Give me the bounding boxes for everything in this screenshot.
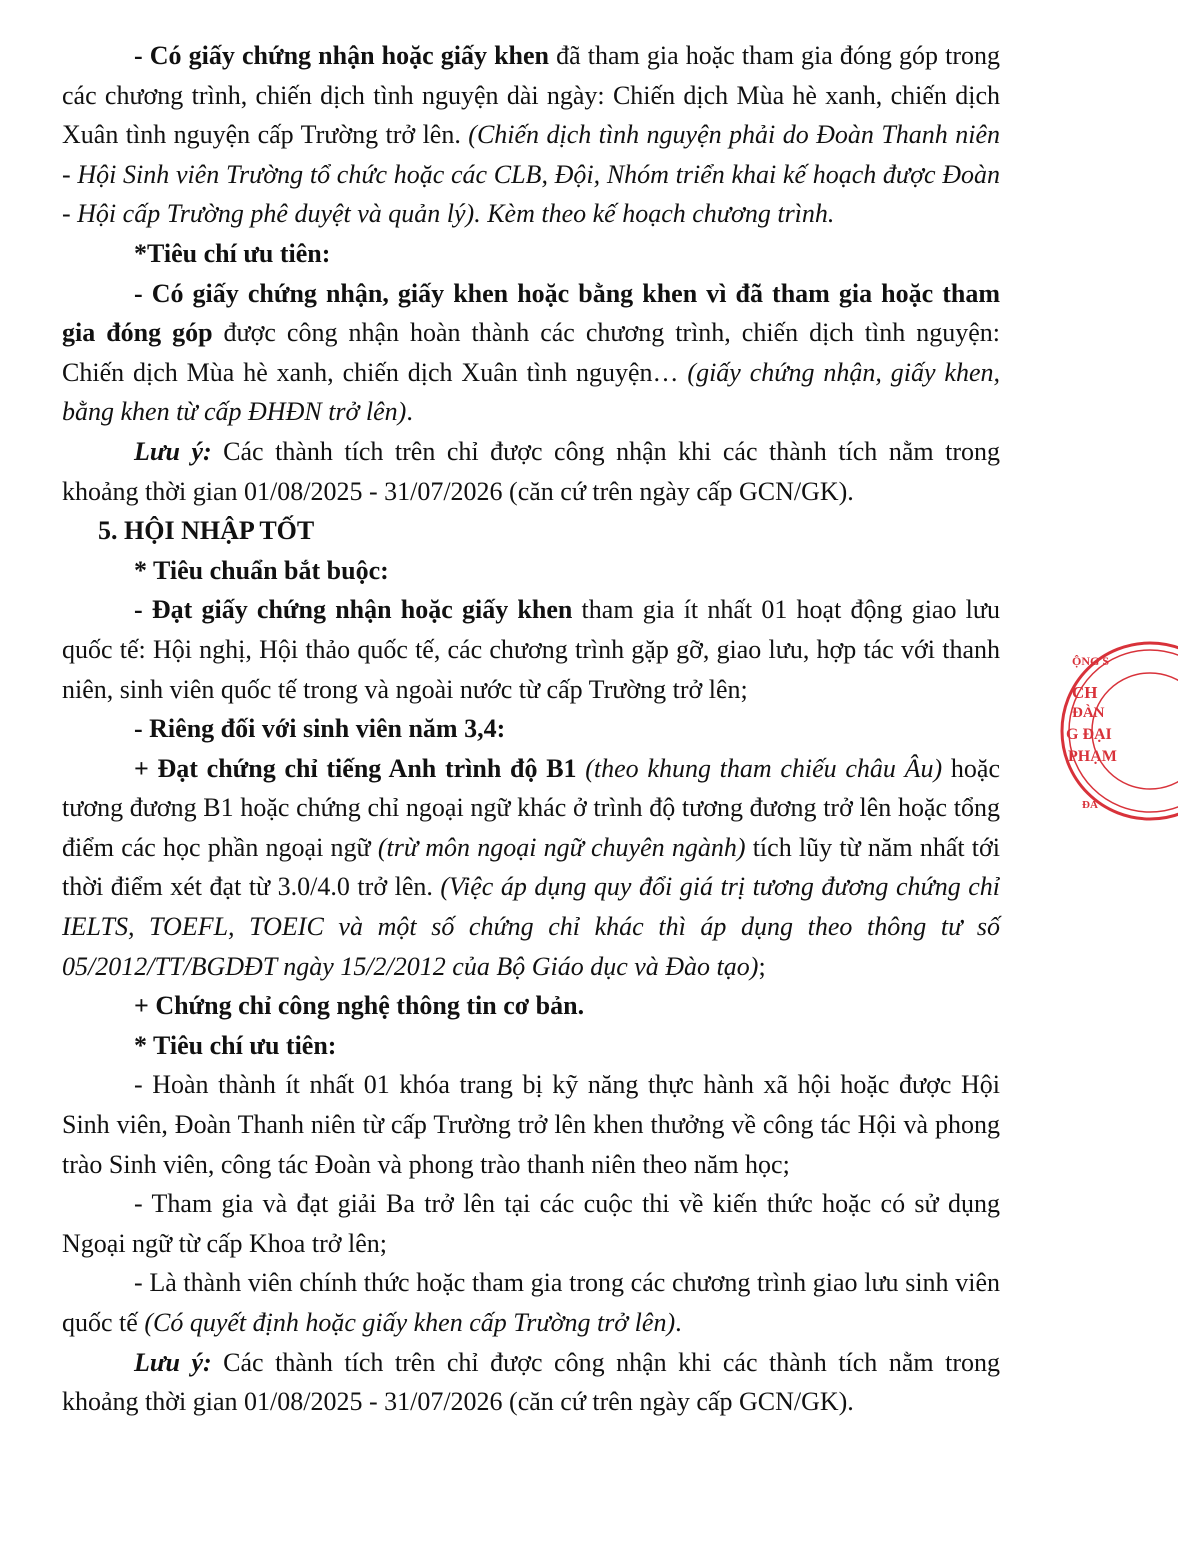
paragraph-language-contest: - Tham gia và đạt giải Ba trở lên tại các cuộc thi về kiến thức hoặc có sử dụng Ngoại ngữ từ cấp Khoa trở lên; xyxy=(62,1189,1000,1258)
official-stamp xyxy=(1058,636,1178,826)
body-text: được công nhận hoàn thành các chương trình, chiến dịch tình nguyện: Chiến dịch Mùa hè xanh, chiến dịch Xuân tình nguyện… xyxy=(62,318,1000,387)
italic-note: (Chiến dịch tình nguyện phải do Đoàn Thanh niên - Hội Sinh viên Trường tổ chức hoặc các CLB, Đội, Nhóm triển khai kế hoạch được Đoàn - Hội cấp Trường phê duyệt và quản lý). Kèm theo kế hoạch chương trình. xyxy=(62,120,1000,229)
bold-text: *Tiêu chí ưu tiên: xyxy=(134,238,331,268)
stamp-text: PHẠM xyxy=(1068,748,1117,765)
italic-note: (Có quyết định hoặc giấy khen cấp Trường trở lên) xyxy=(144,1308,676,1337)
note-label: Lưu ý: xyxy=(134,1347,212,1377)
stamp-text: CH xyxy=(1072,683,1098,702)
italic-note: (theo khung tham chiếu châu Âu) xyxy=(576,753,943,783)
paragraph-it-certificate xyxy=(62,986,1000,1026)
italic-note: (Việc áp dụng quy đổi giá trị tương đương chứng chỉ IELTS, TOEFL, TOEIC và một số chứng chỉ khác thì áp dụng theo thông tư số 05/2012/TT/BGDĐT ngày 15/2/2012 của Bộ Giáo dục và Đào tạo) xyxy=(62,872,1000,981)
stamp-text: ỘNG S xyxy=(1072,654,1110,668)
subheading-mandatory-criteria xyxy=(62,551,1000,591)
paragraph-skills-course: - Hoàn thành ít nhất 01 khóa trang bị kỹ năng thực hành xã hội hoặc được Hội Sinh viên, Đoàn Thanh niên từ cấp Trường trở lên khen thưởng về công tác Hội và phong trào Sinh viên, công tác Đoàn và phong trào thanh niên theo năm học; xyxy=(62,1070,1000,1179)
bold-text: * Tiêu chuẩn bắt buộc: xyxy=(134,555,389,585)
section-heading: 5. HỘI NHẬP TỐT xyxy=(98,516,315,546)
subheading-priority-criteria xyxy=(62,234,1000,274)
bold-text: - Có giấy chứng nhận, giấy khen hoặc bằng khen vì đã tham gia hoặc tham gia đóng góp xyxy=(62,278,1000,348)
subheading-priority-criteria-2 xyxy=(62,1026,1000,1066)
bold-text: * Tiêu chí ưu tiên: xyxy=(134,1030,337,1060)
bold-text: - Đạt giấy chứng nhận hoặc giấy khen xyxy=(134,595,573,625)
subheading-year-3-4 xyxy=(62,709,1000,749)
stamp-text: ĐÀN xyxy=(1072,705,1105,721)
paragraph-english-certificate xyxy=(62,749,1000,987)
bold-text: - Riêng đối với sinh viên năm 3,4: xyxy=(134,714,506,744)
paragraph-international-exchange xyxy=(62,590,1000,709)
paragraph-priority-certificate xyxy=(62,274,1000,432)
body-text: Các thành tích trên chỉ được công nhận khi các thành tích nằm trong khoảng thời gian 01/08/2025 - 31/07/2026 (căn cứ trên ngày cấp GCN/GK). xyxy=(62,1347,1000,1417)
italic-note: (giấy chứng nhận, giấy khen, bằng khen từ cấp ĐHĐN trở lên) xyxy=(62,357,1000,427)
bold-text: + Đạt chứng chỉ tiếng Anh trình độ B1 xyxy=(134,753,577,783)
stamp-text: ĐÀ xyxy=(1082,799,1098,811)
note-label: Lưu ý: xyxy=(134,436,212,466)
paragraph-note-time-range-2 xyxy=(62,1343,1000,1422)
body-text: tham gia ít nhất 01 hoạt động giao lưu quốc tế: Hội nghị, Hội thảo quốc tế, các chương trình gặp gỡ, giao lưu, hợp tác với thanh niên, sinh viên quốc tế trong và ngoài nước từ cấp Trường trở lên; xyxy=(62,595,1000,704)
body-text: . xyxy=(675,1308,682,1337)
body-text: - Là thành viên chính thức hoặc tham gia trong các chương trình giao lưu sinh viên quốc tế xyxy=(62,1268,1000,1337)
paragraph-volunteer-certificate xyxy=(62,36,1000,234)
body-text: ; xyxy=(758,951,766,981)
body-text: đã tham gia hoặc tham gia đóng góp trong các chương trình, chiến dịch tình nguyện dài ngày: Chiến dịch Mùa hè xanh, chiến dịch Xuân tình nguyện cấp Trường trở lên. xyxy=(62,41,1000,150)
paragraph-exchange-member xyxy=(62,1263,1000,1342)
stamp-text: G ĐẠI xyxy=(1066,726,1112,743)
body-text: . xyxy=(406,397,413,427)
body-text: tích lũy từ năm nhất tới thời điểm xét đạt từ 3.0/4.0 trở lên. xyxy=(62,832,1001,902)
bold-text: - Có giấy chứng nhận hoặc giấy khen xyxy=(134,41,550,70)
paragraph-note-time-range xyxy=(62,432,1000,511)
document-page xyxy=(62,36,1000,1422)
bold-text: + Chứng chỉ công nghệ thông tin cơ bản. xyxy=(134,991,585,1021)
body-text: hoặc tương đương B1 hoặc chứng chỉ ngoại ngữ khác ở trình độ tương đương trở lên hoặc tổng điểm các học phần ngoại ngữ xyxy=(62,753,1000,862)
italic-note: (trừ môn ngoại ngữ chuyên ngành) xyxy=(377,832,746,862)
body-text: Các thành tích trên chỉ được công nhận khi các thành tích nằm trong khoảng thời gian 01/08/2025 - 31/07/2026 (căn cứ trên ngày cấp GCN/GK). xyxy=(62,436,1000,506)
